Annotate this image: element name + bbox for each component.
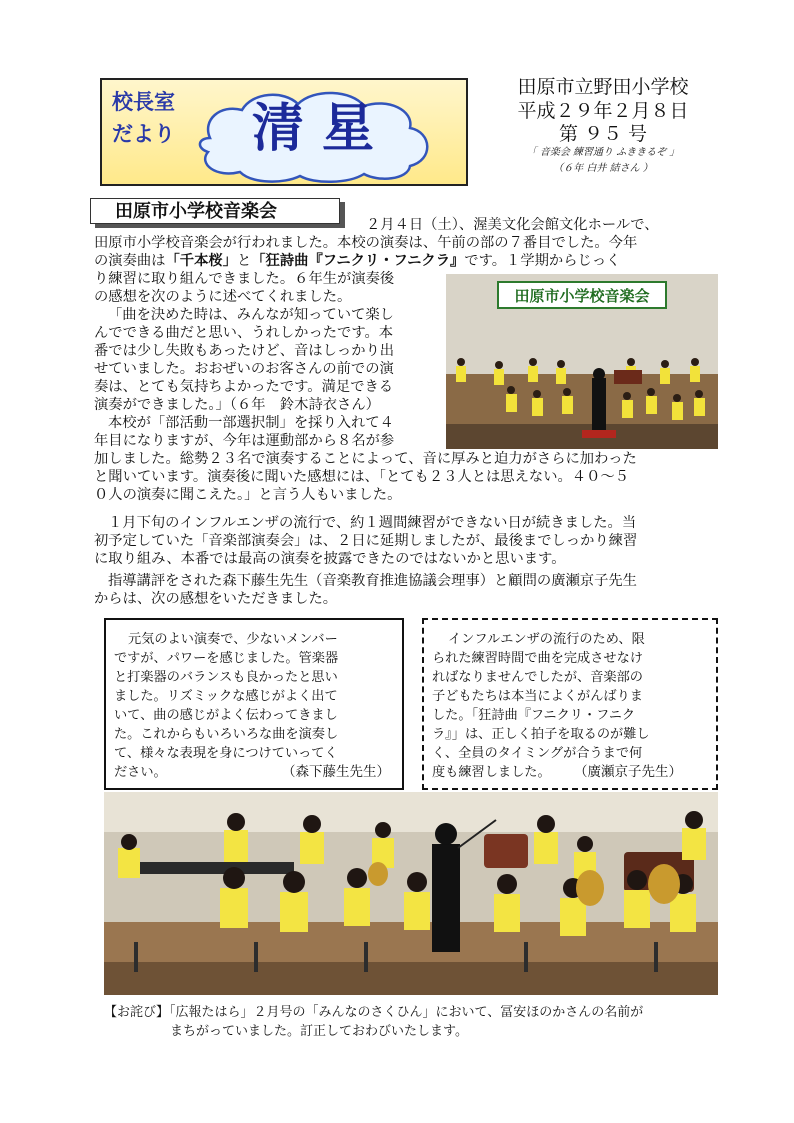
article-line bbox=[94, 252, 620, 270]
comment-line: いて、曲の感じがよく伝わってきまし bbox=[114, 708, 338, 723]
article-line: の感想を次のように述べてくれました。 bbox=[94, 289, 352, 305]
comment-line: て、様々な表現を身につけていってく bbox=[114, 746, 338, 761]
stage-banner: 田原市小学校音楽会 bbox=[514, 287, 650, 305]
article-line: り練習に取り組んできました。６年生が演奏後 bbox=[94, 271, 395, 287]
article-line: ０人の演奏に聞こえた。」と言う人もいました。 bbox=[94, 487, 402, 503]
comment-line: ださい。 bbox=[114, 765, 167, 780]
comment-line: インフルエンザの流行のため、限 bbox=[448, 632, 645, 647]
article-line: １月下旬のインフルエンザの流行で、約１週間練習ができない日が続きました。当 bbox=[108, 515, 637, 531]
comment-box-morishita bbox=[104, 618, 404, 790]
article-line: と聞いています。演奏後に聞いた感想には、「とても２３人とは思えない。４０～５ bbox=[94, 469, 629, 485]
apology-line-2: まちがっていました。訂正しておわびいたします。 bbox=[170, 1024, 468, 1039]
comment-line: 度も練習しました。 bbox=[432, 765, 551, 780]
comment-line: ました。リズミックな感じがよく出て bbox=[114, 689, 338, 704]
article-line: からは、次の感想をいただきました。 bbox=[94, 591, 338, 607]
article-line: 加しました。総勢２３名で演奏することによって、音に厚みと迫力がさらに加わった bbox=[94, 451, 637, 467]
comment-line: ですが、パワーを感じました。管楽器 bbox=[114, 651, 339, 666]
comment-line: た。これからもいろいろな曲を演奏し bbox=[114, 727, 339, 742]
apology-text: 「広報たはら」２月号の「みんなのさくひん」において、冨安ほのかさんの名前が bbox=[169, 1005, 644, 1020]
school-name: 田原市立野田小学校 bbox=[517, 76, 689, 98]
comment-line: した。「狂詩曲『フニクリ・フニク bbox=[432, 708, 636, 723]
article-line: 年目になりますが、今年は運動部から８名が参 bbox=[94, 433, 395, 449]
section-heading: 田原市小学校音楽会 bbox=[90, 198, 340, 224]
article-line: 番では少し失敗もあったけど、音はしっかり出 bbox=[94, 343, 395, 359]
band-photo-illustration bbox=[104, 792, 718, 995]
masthead-label-line2: だより bbox=[112, 121, 175, 146]
article-line: 「曲を決めた時は、みんなが知っていて楽し bbox=[108, 307, 394, 323]
apology-line-1 bbox=[104, 1003, 643, 1022]
article-line: 奏は、とても気持ちよかったです。満足できる bbox=[94, 379, 394, 395]
comment-line: られた練習時間で曲を完成させなけ bbox=[432, 651, 643, 666]
masthead-label-line1: 校長室 bbox=[112, 89, 175, 114]
concert-photo-stage bbox=[446, 274, 718, 449]
song-title-1: 「千本桜」 bbox=[165, 253, 237, 269]
masthead bbox=[100, 78, 468, 186]
comment-signature: （廣瀬京子先生） bbox=[574, 764, 682, 780]
article-line: に取り組み、本番では最高の演奏を披露できたのではないかと思います。 bbox=[94, 551, 566, 567]
comment-line: と打楽器のバランスも良かったと思い bbox=[114, 670, 338, 685]
newsletter-title: 清星 bbox=[251, 98, 392, 159]
article-line: 演奏ができました。」（６年 鈴木詩衣さん） bbox=[94, 397, 380, 413]
article-line: せていました。おおぜいのお客さんの前での演 bbox=[94, 361, 394, 377]
article-text: と bbox=[236, 253, 252, 269]
comment-line: 子どもたちは本当によくがんばりま bbox=[432, 689, 643, 704]
calligraphy-caption: 「 音楽会 練習通り ふききるぞ 」 bbox=[526, 147, 680, 158]
article-line: 初予定していた「音楽部演奏会」は、２日に延期しましたが、最後までしっかり練習 bbox=[94, 533, 638, 549]
article-line: ２月４日（土）、渥美文化会館文化ホールで、 bbox=[366, 217, 659, 233]
apology-tag: 【お詫び】 bbox=[104, 1005, 170, 1020]
issue-date: 平成２９年２月８日 bbox=[517, 100, 689, 122]
song-title-2: 「狂詩曲『フニクリ・フニクラ』 bbox=[251, 253, 465, 269]
article-line: 指導講評をされた森下藤生先生（音楽教育推進協議会理事）と顧問の廣瀬京子先生 bbox=[108, 573, 637, 589]
comment-box-hirose bbox=[422, 618, 718, 790]
article-text: の演奏曲は bbox=[94, 253, 166, 269]
comment-line: ればなりませんでしたが、音楽部の bbox=[432, 670, 643, 685]
comment-signature: （森下藤生先生） bbox=[282, 764, 390, 780]
article-line: んでできる曲だと思い、うれしかったです。本 bbox=[94, 325, 394, 341]
article-line: 田原市小学校音楽会が行われました。本校の演奏は、午前の部の７番目でした。今年 bbox=[94, 235, 638, 251]
comment-line: ラ』」は、正しく拍子を取るのが難し bbox=[432, 727, 650, 742]
article-line: 本校が「部活動一部選択制」を採り入れて４ bbox=[108, 415, 394, 431]
stage-photo-illustration bbox=[446, 274, 718, 449]
calligraphy-author: （６年 白井 結さん ） bbox=[553, 163, 653, 174]
comment-line: 元気のよい演奏で、少ないメンバー bbox=[128, 632, 338, 647]
concert-photo-band bbox=[104, 792, 718, 995]
article-text: です。１学期からじっく bbox=[464, 253, 621, 269]
issue-number: 第 ９５ 号 bbox=[558, 123, 648, 145]
comment-line: く、全員のタイミングが合うまで何 bbox=[432, 746, 643, 761]
